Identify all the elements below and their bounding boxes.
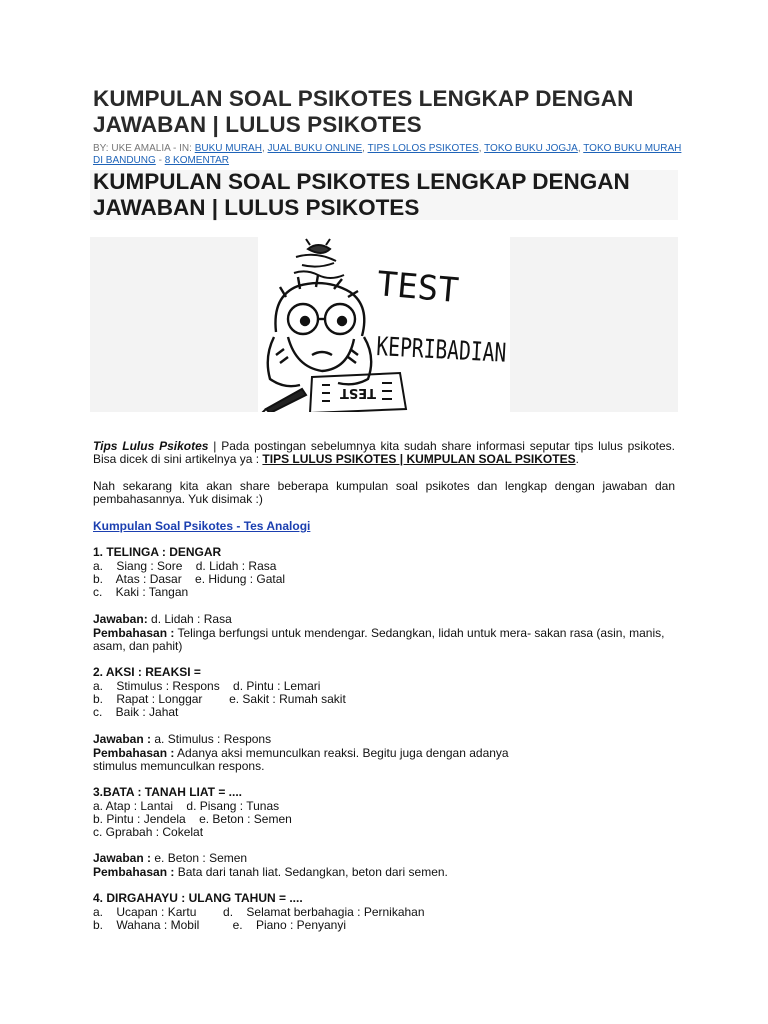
section-link[interactable]: Kumpulan Soal Psikotes - Tes Analogi bbox=[93, 519, 311, 533]
cartoon-drawing bbox=[90, 237, 678, 412]
question-3-option-1: a. Atap : Lantai d. Pisang : Tunas bbox=[93, 799, 280, 813]
question-3-explanation bbox=[93, 866, 675, 879]
question-2-explanation bbox=[93, 747, 523, 774]
post-meta: BY: UKE AMALIA - IN: BUKU MURAH, JUAL BUKU ONLINE, TIPS LOLOS PSIKOTES, TOKO BUKU JOGJA, TOKO BUKU MURAH DI BANDUNG - 8 KOMENTAR bbox=[93, 143, 682, 166]
question-1-explanation bbox=[93, 627, 675, 654]
question-1-option-2: b. Atas : Dasar e. Hidung : Gatal bbox=[93, 572, 286, 586]
question-4-title: 4. DIRGAHAYU : ULANG TAHUN = .... bbox=[93, 891, 303, 905]
answer-label: Jawaban : bbox=[93, 851, 152, 865]
question-2-option-2: b. Rapat : Longgar e. Sakit : Rumah sakit bbox=[93, 692, 346, 706]
answer-label: Jawaban: bbox=[93, 612, 148, 626]
intro-end: . bbox=[575, 452, 579, 467]
meta-prefix: BY: UKE AMALIA - IN: bbox=[93, 143, 195, 154]
tag-toko-buku-murah-bandung[interactable]: TOKO BUKU MURAH DI BANDUNG bbox=[93, 143, 682, 166]
intro-link[interactable]: Tips Lulus Psikotes bbox=[93, 439, 209, 453]
question-1-option-1: a. Siang : Sore d. Lidah : Rasa bbox=[93, 559, 277, 573]
intro-text: Pada postingan sebelumnya kita sudah share informasi seputar tips lulus psikotes. Bisa dicek di sini artikelnya ya : bbox=[93, 439, 675, 467]
question-2-answer bbox=[93, 733, 675, 746]
question-3-option-3: c. Gprabah : Cokelat bbox=[93, 825, 204, 839]
explain-text: Adanya aksi memunculkan reaksi. Begitu juga dengan adanya stimulus memunculkan respons. bbox=[93, 746, 509, 774]
question-3-title: 3.BATA : TANAH LIAT = .... bbox=[93, 785, 242, 799]
intro-paragraph bbox=[93, 440, 675, 467]
explain-label: Pembahasan : bbox=[93, 865, 175, 879]
explain-label: Pembahasan : bbox=[93, 626, 175, 640]
word-test: TEST bbox=[375, 264, 461, 312]
post-title: KUMPULAN SOAL PSIKOTES LENGKAP DENGAN JAWABAN | LULUS PSIKOTES bbox=[93, 169, 630, 220]
explain-text: Telinga berfungsi untuk mendengar. Sedangkan, lidah untuk mera- sakan rasa (asin, manis, asam, dan pahit) bbox=[93, 626, 665, 654]
intro-bold-link[interactable]: TIPS LULUS PSIKOTES | KUMPULAN SOAL PSIKOTES bbox=[262, 452, 576, 467]
question-2-option-1: a. Stimulus : Respons d. Pintu : Lemari bbox=[93, 679, 321, 693]
tag-toko-buku-jogja[interactable]: TOKO BUKU JOGJA bbox=[484, 143, 578, 154]
question-2-option-3: c. Baik : Jahat bbox=[93, 705, 179, 719]
paper-text: TEST bbox=[340, 385, 376, 400]
section-heading bbox=[93, 520, 675, 533]
answer-text: a. Stimulus : Respons bbox=[151, 732, 272, 746]
explain-label: Pembahasan : bbox=[93, 746, 175, 760]
question-3-option-2: b. Pintu : Jendela e. Beton : Semen bbox=[93, 812, 292, 826]
tag-jual-buku-online[interactable]: JUAL BUKU ONLINE bbox=[267, 143, 363, 154]
answer-text: d. Lidah : Rasa bbox=[147, 612, 232, 626]
header-title: KUMPULAN SOAL PSIKOTES LENGKAP DENGAN JAWABAN | LULUS PSIKOTES bbox=[93, 86, 634, 137]
para2: Nah sekarang kita akan share beberapa kumpulan soal psikotes dan lengkap dengan jawaban dan pembahasannya. Yuk disimak :) bbox=[93, 479, 675, 507]
answer-label: Jawaban : bbox=[93, 732, 152, 746]
question-4-option-1: a. Ucapan : Kartu d. Selamat berbahagia : Pernikahan bbox=[93, 905, 425, 919]
question-1-answer bbox=[93, 613, 675, 626]
word-kepribadian: KEPRIBADIAN bbox=[375, 332, 550, 372]
question-4-option-2: b. Wahana : Mobil e. Piano : Penyanyi bbox=[93, 918, 347, 932]
question-1-title: 1. TELINGA : DENGAR bbox=[93, 545, 222, 559]
tag-buku-murah[interactable]: BUKU MURAH bbox=[194, 143, 262, 154]
answer-text: e. Beton : Semen bbox=[151, 851, 248, 865]
intro-separator: | bbox=[208, 439, 222, 453]
tag-tips-lolos-psikotes[interactable]: TIPS LOLOS PSIKOTES bbox=[367, 143, 479, 154]
question-3-answer bbox=[93, 852, 675, 865]
test-kepribadian-illustration bbox=[90, 237, 678, 412]
explain-text: Bata dari tanah liat. Sedangkan, beton dari semen. bbox=[174, 865, 448, 879]
comments-link[interactable]: 8 KOMENTAR bbox=[164, 155, 229, 166]
question-1-option-3: c. Kaki : Tangan bbox=[93, 585, 189, 599]
question-2-title: 2. AKSI : REAKSI = bbox=[93, 665, 201, 679]
